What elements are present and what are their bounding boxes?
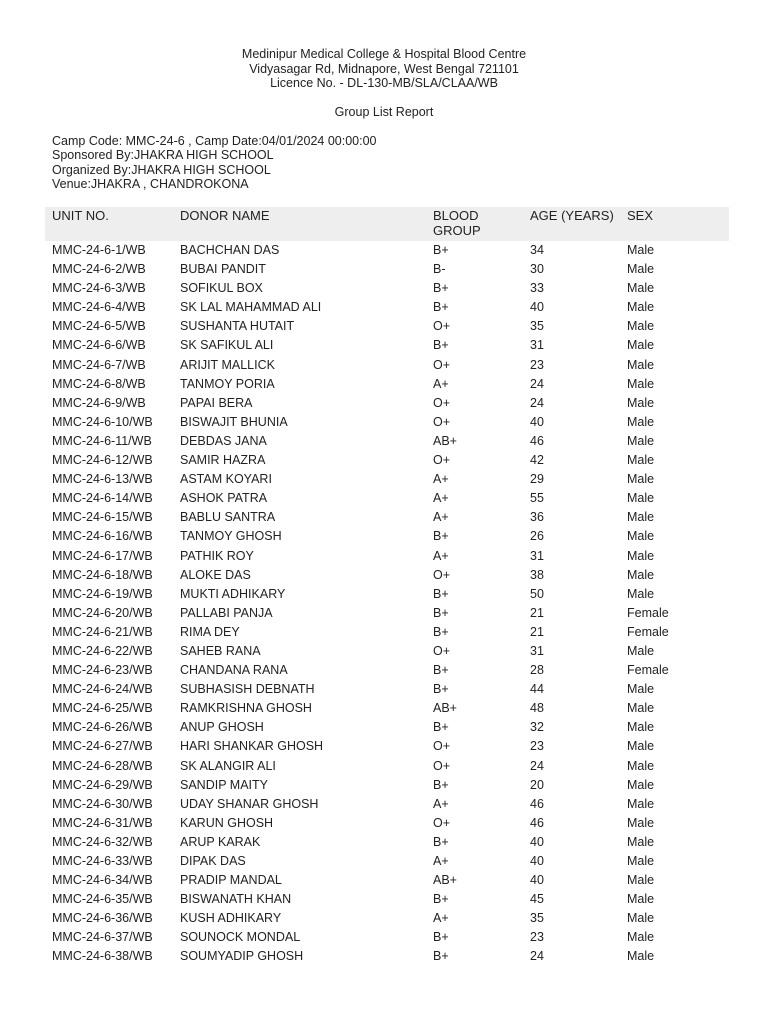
sex-cell: Male — [627, 720, 655, 735]
age-cell: 31 — [530, 338, 544, 353]
blood-group-cell: B+ — [433, 281, 449, 296]
blood-group-cell: B+ — [433, 777, 449, 792]
age-cell: 24 — [530, 758, 544, 773]
donor-name-cell: HARI SHANKAR GHOSH — [180, 739, 324, 754]
table-row — [45, 375, 729, 394]
donor-name-cell: SK SAFIKUL ALI — [180, 338, 274, 353]
blood-group-cell: O+ — [433, 414, 451, 429]
age-cell: 26 — [530, 529, 544, 544]
donor-name-cell: SOFIKUL BOX — [180, 281, 263, 296]
age-cell: 30 — [530, 262, 544, 277]
unit-no-cell: MMC-24-6-20/WB — [52, 605, 153, 620]
age-cell: 40 — [530, 854, 544, 868]
unit-no-cell: MMC-24-6-6/WB — [52, 338, 146, 353]
age-cell: 55 — [530, 491, 544, 506]
age-cell: 38 — [530, 567, 544, 582]
sex-cell: Male — [627, 433, 655, 448]
sex-cell: Male — [627, 682, 655, 697]
blood-group-cell: B+ — [433, 624, 449, 639]
donor-name-cell: SK ALANGIR ALI — [180, 758, 276, 773]
age-cell: 35 — [530, 911, 544, 926]
unit-no-cell: MMC-24-6-5/WB — [52, 319, 146, 334]
blood-group-cell: AB+ — [433, 433, 457, 448]
unit-no-cell: MMC-24-6-8/WB — [52, 376, 146, 391]
table-row — [45, 871, 729, 890]
col-blood-group: BLOOD GROUP — [433, 208, 481, 238]
blood-group-cell: A+ — [433, 491, 449, 506]
col-donor-name: DONOR NAME — [180, 208, 270, 223]
donor-name-cell: BISWANATH KHAN — [180, 892, 292, 907]
blood-group-cell: B+ — [433, 338, 449, 353]
blood-group-cell: B+ — [433, 605, 449, 620]
donor-name-cell: BACHCHAN DAS — [180, 243, 280, 257]
donor-name-cell: PALLABI PANJA — [180, 605, 273, 620]
table-row — [45, 757, 729, 776]
sex-cell: Male — [627, 777, 655, 792]
unit-no-cell: MMC-24-6-14/WB — [52, 491, 153, 506]
licence-number: Licence No. - DL-130-MB/SLA/CLAA/WB — [270, 76, 498, 90]
sex-cell: Male — [627, 854, 655, 868]
donor-name-cell: KUSH ADHIKARY — [180, 911, 282, 926]
sex-cell: Male — [627, 834, 655, 849]
donor-name-cell: SK LAL MAHAMMAD ALI — [180, 300, 322, 315]
age-cell: 35 — [530, 319, 544, 334]
donor-name-cell: DIPAK DAS — [180, 854, 246, 868]
unit-no-cell: MMC-24-6-19/WB — [52, 586, 153, 601]
blood-group-cell: A+ — [433, 510, 449, 525]
table-row — [45, 680, 729, 699]
sex-cell: Male — [627, 243, 655, 257]
sex-cell: Male — [627, 758, 655, 773]
org-address: Vidyasagar Rd, Midnapore, West Bengal 721101 — [249, 61, 519, 76]
unit-no-cell: MMC-24-6-23/WB — [52, 663, 153, 678]
table-row — [45, 260, 729, 279]
unit-no-cell: MMC-24-6-36/WB — [52, 911, 153, 926]
blood-group-cell: A+ — [433, 854, 449, 868]
sex-cell: Male — [627, 491, 655, 506]
unit-no-cell: MMC-24-6-10/WB — [52, 414, 153, 429]
unit-no-cell: MMC-24-6-16/WB — [52, 529, 153, 544]
age-cell: 33 — [530, 281, 544, 296]
sex-cell: Male — [627, 739, 655, 754]
age-cell: 23 — [530, 739, 544, 754]
table-row — [45, 795, 729, 814]
table-row — [45, 547, 729, 566]
donor-name-cell: SAHEB RANA — [180, 643, 261, 658]
age-cell: 31 — [530, 548, 544, 563]
blood-group-cell: A+ — [433, 376, 449, 391]
blood-group-cell: O+ — [433, 567, 451, 582]
unit-no-cell: MMC-24-6-35/WB — [52, 892, 153, 907]
sex-cell: Male — [627, 510, 655, 525]
blood-group-cell: B+ — [433, 720, 449, 735]
table-row — [45, 947, 729, 966]
table-row — [45, 489, 729, 508]
age-cell: 21 — [530, 624, 544, 639]
table-row — [45, 661, 729, 680]
unit-no-cell: MMC-24-6-33/WB — [52, 854, 153, 868]
sponsored-by: Sponsored By:JHAKRA HIGH SCHOOL — [52, 148, 274, 163]
donor-table — [45, 207, 729, 967]
donor-name-cell: KARUN GHOSH — [180, 815, 274, 830]
unit-no-cell: MMC-24-6-38/WB — [52, 949, 153, 964]
sex-cell: Male — [627, 472, 655, 487]
age-cell: 46 — [530, 815, 544, 830]
age-cell: 28 — [530, 663, 544, 678]
age-cell: 24 — [530, 376, 544, 391]
table-body — [45, 241, 729, 967]
blood-group-cell: B- — [433, 262, 446, 277]
blood-group-cell: B+ — [433, 949, 449, 964]
table-row — [45, 451, 729, 470]
sex-cell: Male — [627, 911, 655, 926]
donor-name-cell: UDAY SHANAR GHOSH — [180, 796, 319, 811]
table-row — [45, 814, 729, 833]
donor-name-cell: ANUP GHOSH — [180, 720, 264, 735]
sex-cell: Male — [627, 529, 655, 544]
age-cell: 32 — [530, 720, 544, 735]
sex-cell: Male — [627, 548, 655, 563]
donor-name-cell: ASTAM KOYARI — [180, 472, 272, 487]
table-row — [45, 718, 729, 737]
blood-group-cell: O+ — [433, 319, 451, 334]
sex-cell: Male — [627, 815, 655, 830]
donor-name-cell: ALOKE DAS — [180, 567, 251, 582]
sex-cell: Male — [627, 376, 655, 391]
age-cell: 46 — [530, 796, 544, 811]
sex-cell: Female — [627, 663, 669, 678]
donor-name-cell: BUBAI PANDIT — [180, 262, 266, 277]
table-row — [45, 928, 729, 947]
unit-no-cell: MMC-24-6-31/WB — [52, 815, 153, 830]
sex-cell: Male — [627, 643, 655, 658]
unit-no-cell: MMC-24-6-25/WB — [52, 701, 153, 716]
unit-no-cell: MMC-24-6-32/WB — [52, 834, 153, 849]
table-row — [45, 413, 729, 432]
age-cell: 40 — [530, 300, 544, 315]
blood-group-cell: B+ — [433, 930, 449, 945]
sex-cell: Male — [627, 281, 655, 296]
sex-cell: Male — [627, 892, 655, 907]
donor-name-cell: PRADIP MANDAL — [180, 873, 282, 888]
unit-no-cell: MMC-24-6-34/WB — [52, 873, 153, 888]
blood-group-cell: O+ — [433, 739, 451, 754]
unit-no-cell: MMC-24-6-4/WB — [52, 300, 146, 315]
table-row — [45, 241, 729, 260]
blood-group-cell: O+ — [433, 357, 451, 372]
unit-no-cell: MMC-24-6-17/WB — [52, 548, 153, 563]
donor-name-cell: SAMIR HAZRA — [180, 453, 266, 468]
donor-name-cell: SUSHANTA HUTAIT — [180, 319, 295, 334]
sex-cell: Male — [627, 338, 655, 353]
age-cell: 40 — [530, 834, 544, 849]
donor-name-cell: TANMOY GHOSH — [180, 529, 282, 544]
sex-cell: Male — [627, 796, 655, 811]
table-row — [45, 508, 729, 527]
donor-name-cell: RIMA DEY — [180, 624, 240, 639]
age-cell: 21 — [530, 605, 544, 620]
table-row — [45, 279, 729, 298]
blood-group-cell: B+ — [433, 892, 449, 907]
venue: Venue:JHAKRA , CHANDROKONA — [52, 176, 249, 191]
table-row — [45, 833, 729, 852]
age-cell: 34 — [530, 243, 544, 257]
unit-no-cell: MMC-24-6-11/WB — [52, 433, 152, 448]
sex-cell: Male — [627, 395, 655, 410]
table-row — [45, 623, 729, 642]
blood-group-cell: B+ — [433, 243, 449, 257]
age-cell: 48 — [530, 701, 544, 716]
age-cell: 45 — [530, 892, 544, 907]
donor-name-cell: SUBHASISH DEBNATH — [180, 682, 315, 697]
blood-group-cell: B+ — [433, 529, 449, 544]
unit-no-cell: MMC-24-6-13/WB — [52, 472, 153, 487]
table-row — [45, 776, 729, 795]
table-row — [45, 336, 729, 355]
blood-group-cell: AB+ — [433, 701, 457, 716]
blood-group-cell: A+ — [433, 796, 449, 811]
unit-no-cell: MMC-24-6-3/WB — [52, 281, 146, 296]
donor-name-cell: PAPAI BERA — [180, 395, 253, 410]
table-row — [45, 604, 729, 623]
age-cell: 24 — [530, 395, 544, 410]
blood-group-cell: B+ — [433, 663, 449, 678]
table-row — [45, 642, 729, 661]
unit-no-cell: MMC-24-6-1/WB — [52, 243, 146, 257]
age-cell: 40 — [530, 414, 544, 429]
sex-cell: Male — [627, 949, 655, 964]
sex-cell: Male — [627, 453, 655, 468]
unit-no-cell: MMC-24-6-2/WB — [52, 262, 146, 277]
sex-cell: Male — [627, 414, 655, 429]
unit-no-cell: MMC-24-6-28/WB — [52, 758, 153, 773]
table-row — [45, 699, 729, 718]
unit-no-cell: MMC-24-6-22/WB — [52, 643, 153, 658]
donor-name-cell: ARUP KARAK — [180, 834, 261, 849]
table-row — [45, 566, 729, 585]
age-cell: 31 — [530, 643, 544, 658]
donor-name-cell: BABLU SANTRA — [180, 510, 276, 525]
age-cell: 36 — [530, 510, 544, 525]
unit-no-cell: MMC-24-6-12/WB — [52, 453, 153, 468]
donor-name-cell: MUKTI ADHIKARY — [180, 586, 286, 601]
table-row — [45, 909, 729, 928]
unit-no-cell: MMC-24-6-21/WB — [52, 624, 153, 639]
age-cell: 20 — [530, 777, 544, 792]
blood-group-cell: O+ — [433, 453, 451, 468]
donor-name-cell: DEBDAS JANA — [180, 433, 267, 448]
age-cell: 46 — [530, 433, 544, 448]
blood-group-cell: O+ — [433, 815, 451, 830]
sex-cell: Female — [627, 605, 669, 620]
unit-no-cell: MMC-24-6-15/WB — [52, 510, 153, 525]
sex-cell: Male — [627, 930, 655, 945]
unit-no-cell: MMC-24-6-7/WB — [52, 357, 146, 372]
age-cell: 29 — [530, 472, 544, 487]
table-row — [45, 317, 729, 336]
sex-cell: Male — [627, 262, 655, 277]
donor-name-cell: CHANDANA RANA — [180, 663, 288, 678]
age-cell: 23 — [530, 357, 544, 372]
sex-cell: Male — [627, 586, 655, 601]
donor-name-cell: SOUNOCK MONDAL — [180, 930, 301, 945]
blood-group-cell: B+ — [433, 300, 449, 315]
table-row — [45, 470, 729, 489]
blood-group-cell: B+ — [433, 834, 449, 849]
blood-group-cell: B+ — [433, 586, 449, 601]
donor-name-cell: SANDIP MAITY — [180, 777, 268, 792]
unit-no-cell: MMC-24-6-37/WB — [52, 930, 153, 945]
table-row — [45, 737, 729, 756]
table-row — [45, 527, 729, 546]
donor-name-cell: BISWAJIT BHUNIA — [180, 414, 288, 429]
camp-details — [52, 134, 376, 191]
table-row — [45, 356, 729, 375]
sex-cell: Male — [627, 701, 655, 716]
age-cell: 40 — [530, 873, 544, 888]
blood-group-cell: O+ — [433, 395, 451, 410]
sex-cell: Male — [627, 567, 655, 582]
donor-name-cell: SOUMYADIP GHOSH — [180, 949, 304, 964]
table-header-row — [45, 207, 729, 241]
donor-name-cell: TANMOY PORIA — [180, 376, 275, 391]
age-cell: 50 — [530, 586, 544, 601]
table-row — [45, 298, 729, 317]
sex-cell: Male — [627, 300, 655, 315]
donor-name-cell: ASHOK PATRA — [180, 491, 268, 506]
age-cell: 23 — [530, 930, 544, 945]
blood-group-cell: B+ — [433, 682, 449, 697]
report-title: Group List Report — [334, 105, 434, 119]
age-cell: 24 — [530, 949, 544, 964]
table-row — [45, 432, 729, 451]
age-cell: 44 — [530, 682, 544, 697]
sex-cell: Male — [627, 357, 655, 372]
org-name: Medinipur Medical College & Hospital Blood Centre — [241, 47, 527, 61]
blood-group-cell: A+ — [433, 472, 449, 487]
unit-no-cell: MMC-24-6-18/WB — [52, 567, 153, 582]
donor-name-cell: ARIJIT MALLICK — [180, 357, 275, 372]
organized-by: Organized By:JHAKRA HIGH SCHOOL — [52, 162, 271, 177]
unit-no-cell: MMC-24-6-30/WB — [52, 796, 153, 811]
col-age: AGE (YEARS) — [530, 208, 614, 223]
unit-no-cell: MMC-24-6-27/WB — [52, 739, 153, 754]
sex-cell: Female — [627, 624, 669, 639]
blood-group-cell: AB+ — [433, 873, 457, 888]
table-row — [45, 585, 729, 604]
blood-group-cell: A+ — [433, 548, 449, 563]
age-cell: 42 — [530, 453, 544, 468]
sex-cell: Male — [627, 319, 655, 334]
report-header — [0, 47, 768, 91]
blood-group-cell: O+ — [433, 643, 451, 658]
blood-group-cell: A+ — [433, 911, 449, 926]
table-row — [45, 852, 729, 871]
table-row — [45, 890, 729, 909]
donor-name-cell: PATHIK ROY — [180, 548, 254, 563]
col-unit-no: UNIT NO. — [52, 208, 109, 223]
donor-name-cell: RAMKRISHNA GHOSH — [180, 701, 312, 716]
table-row — [45, 394, 729, 413]
camp-code-date: Camp Code: MMC-24-6 , Camp Date:04/01/2024 00:00:00 — [52, 134, 377, 148]
unit-no-cell: MMC-24-6-29/WB — [52, 777, 153, 792]
report-title-block — [0, 105, 768, 120]
unit-no-cell: MMC-24-6-9/WB — [52, 395, 146, 410]
blood-group-cell: O+ — [433, 758, 451, 773]
unit-no-cell: MMC-24-6-24/WB — [52, 682, 153, 697]
sex-cell: Male — [627, 873, 655, 888]
unit-no-cell: MMC-24-6-26/WB — [52, 720, 153, 735]
col-sex: SEX — [627, 208, 654, 223]
